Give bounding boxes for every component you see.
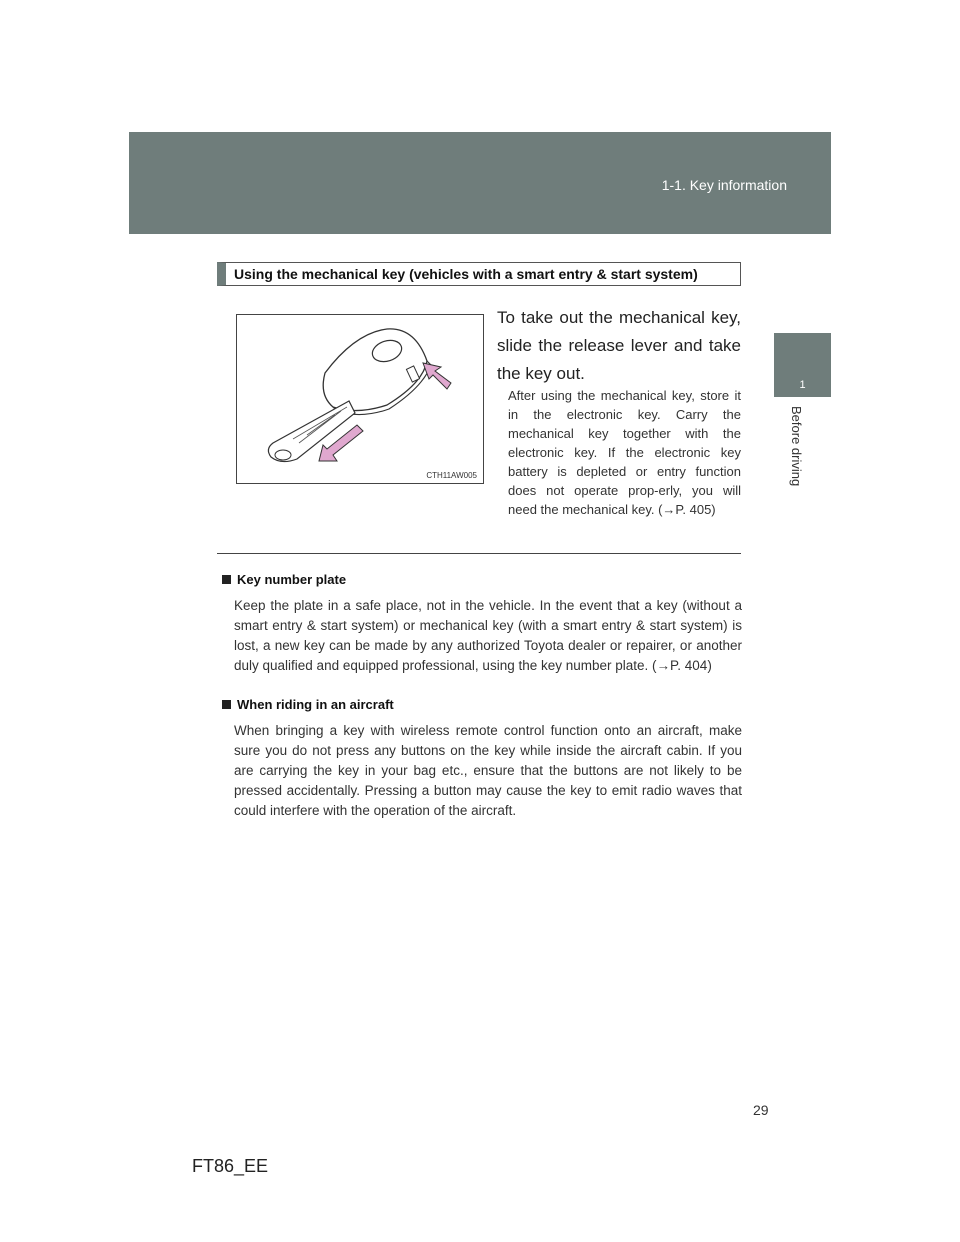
info-item-key-number-plate (222, 572, 742, 676)
section-reference: 1-1. Key information (661, 177, 787, 193)
key-illustration (236, 314, 484, 484)
square-bullet-icon (222, 700, 231, 709)
item-heading (222, 697, 742, 712)
divider (217, 553, 741, 554)
key-illustration-svg (237, 315, 483, 483)
page-number: 29 (753, 1102, 769, 1118)
item-body: Keep the plate in a safe place, not in the vehicle. In the event that a key (without a smart entry & start system) or mechanical key (with a smart entry & start system) is lost, a new key can be made by any authorized Toyota dealer or repairer, or another duly qualified and equipped professional, using the key number plate. (→P. 404) (234, 598, 742, 673)
key-head-hole-icon (275, 450, 291, 460)
item-heading-text: Key number plate (237, 572, 347, 587)
instruction-note: After using the mechanical key, store it in the electronic key. Carry the mechanical key together with the electronic key. If the electronic key battery is depleted or entry function does not operate prop-erly, you will need the mechanical key. (→P. 405) (508, 388, 741, 517)
section-title: Using the mechanical key (vehicles with a smart entry & start system) (234, 266, 698, 282)
info-item-aircraft (222, 697, 742, 821)
item-heading-text: When riding in an aircraft (237, 697, 394, 712)
chapter-label: Before driving (789, 406, 804, 487)
figure-code: CTH11AW005 (426, 471, 477, 480)
item-heading (222, 572, 742, 587)
chapter-tab (774, 333, 831, 397)
lead-instruction: To take out the mechanical key, slide the release lever and take the key out. (497, 308, 741, 383)
press-arrow-icon (423, 363, 451, 389)
chapter-number: 1 (799, 379, 806, 391)
document-code: FT86_EE (192, 1156, 269, 1176)
header-band (129, 132, 831, 234)
square-bullet-icon (222, 575, 231, 584)
section-title-bar (217, 262, 741, 286)
item-body: When bringing a key with wireless remote control function onto an aircraft, make sure you do not press any buttons on the key while inside the aircraft cabin. If you are carrying the key in your bag etc., ensure that the buttons are not likely to be pressed accidentally. Pressing a button may cause the key to emit radio waves that could interfere with the operation of the aircraft. (234, 723, 742, 818)
